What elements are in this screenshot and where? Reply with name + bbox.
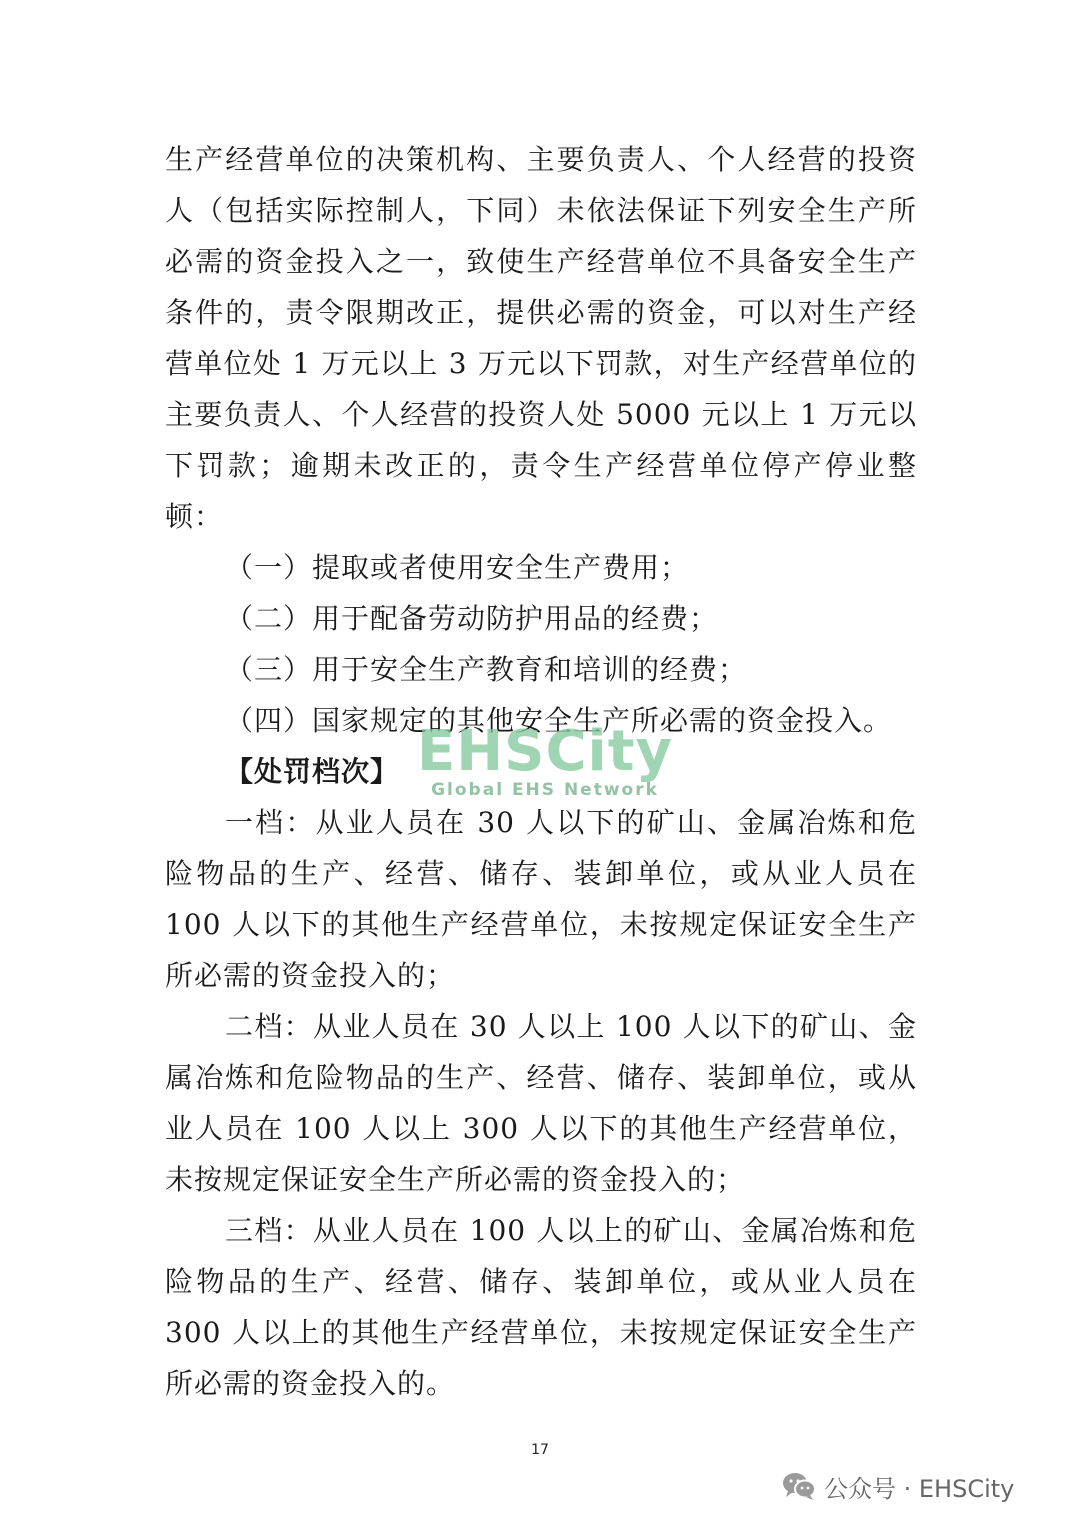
list-item-3: （三）用于安全生产教育和培训的经费； (225, 653, 748, 686)
list-item-4: （四）国家规定的其他安全生产所必需的资金投入。 (225, 704, 893, 737)
list-item-2: （二）用于配备劳动防护用品的经费； (225, 602, 719, 635)
page-number: 17 (531, 1442, 549, 1458)
tier-1-paragraph: 一档：从业人员在 30 人以下的矿山、金属冶炼和危险物品的生产、经营、储存、装卸单位，或从业人员在 100 人以下的其他生产经营单位，未按规定保证安全生产所必需的资金投入的； (165, 806, 917, 992)
footer-account-label: 公众号 · EHSCity (824, 1474, 1015, 1503)
intro-paragraph: 生产经营单位的决策机构、主要负责人、个人经营的投资人（包括实际控制人，下同）未依法保证下列安全生产所必需的资金投入之一，致使生产经营单位不具备安全生产条件的，责令限期改正，提供必需的资金，可以对生产经营单位处 1 万元以上 3 万元以下罚款，对生产经营单位的主要负责人、个人经营的投资人处 5000 元以上 1 万元以下罚款；逾期未改正的，责令生产经营单位停产停业整顿： (165, 143, 917, 533)
wechat-icon (782, 1471, 816, 1501)
tier-2-paragraph: 二档：从业人员在 30 人以上 100 人以下的矿山、金属冶炼和危险物品的生产、经营、储存、装卸单位，或从业人员在 100 人以上 300 人以下的其他生产经营单位，未按规定保证安全生产所必需的资金投入的； (165, 1010, 917, 1196)
watermark-subtitle: Global EHS Network (431, 780, 659, 800)
list-item-1: （一）提取或者使用安全生产费用； (225, 551, 690, 584)
tier-3-paragraph: 三档：从业人员在 100 人以上的矿山、金属冶炼和危险物品的生产、经营、储存、装卸单位，或从业人员在 300 人以上的其他生产经营单位，未按规定保证安全生产所必需的资金投入的。 (165, 1214, 917, 1400)
wechat-account-footer[interactable] (782, 1466, 1014, 1506)
document-body (165, 134, 917, 1409)
watermark-title: EHSCity (416, 719, 674, 784)
penalty-tiers-heading: 【处罚档次】 (225, 755, 400, 788)
